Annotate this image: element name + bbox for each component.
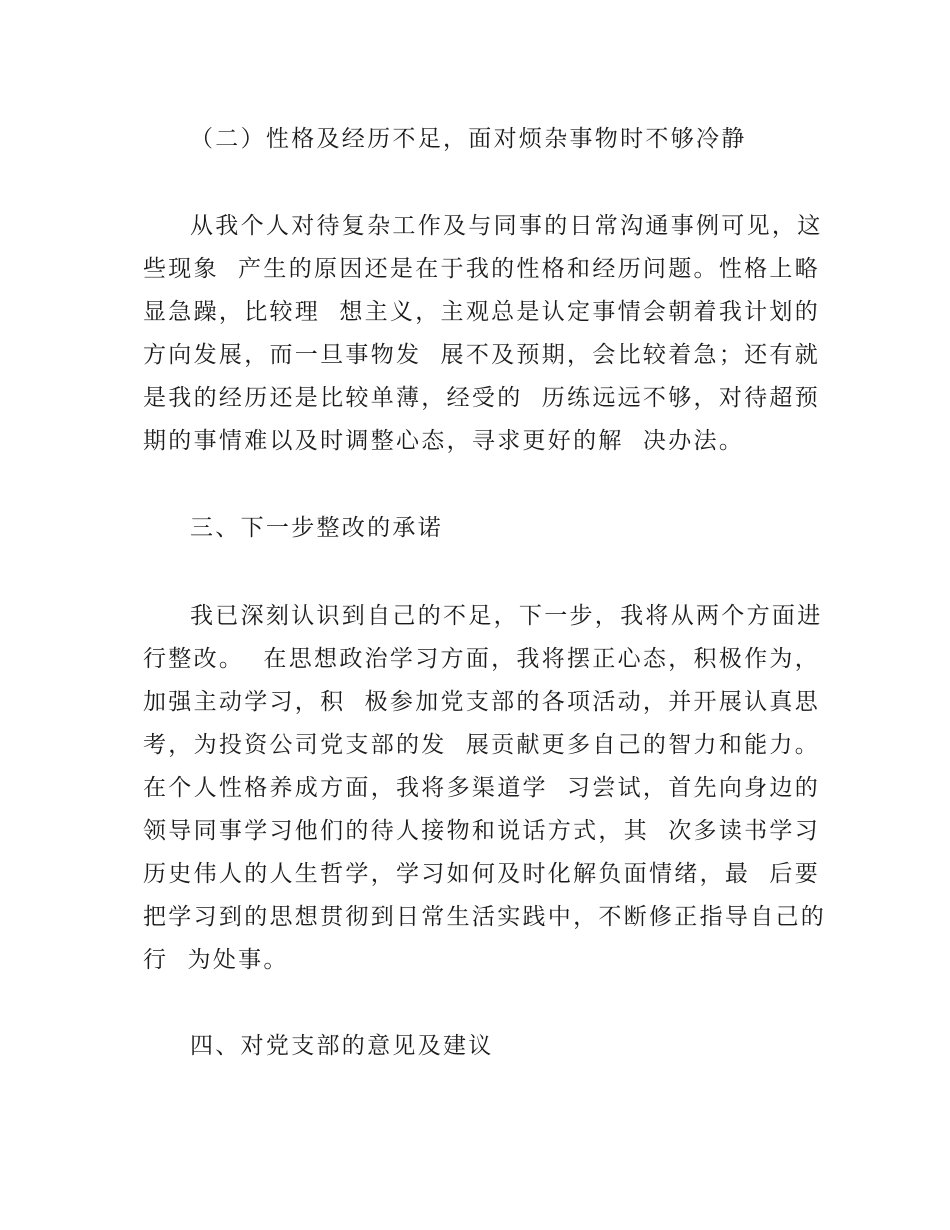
section-heading-2: （二）性格及经历不足，面对烦杂事物时不够冷静	[190, 126, 747, 152]
paragraph-2-line-8: 把学习到的思想贯彻到日常生活实践中，不断修正指导自己的	[143, 904, 827, 930]
section-heading-4: 四、对党支部的意见及建议	[190, 1033, 494, 1059]
paragraph-1-line-4: 方向发展，而一旦事物发 展不及预期，会比较着急；还有就	[143, 342, 821, 368]
paragraph-2-line-2: 行整改。 在思想政治学习方面，我将摆正心态，积极作为，	[143, 646, 821, 672]
paragraph-1-line-2: 些现象 产生的原因还是在于我的性格和经历问题。性格上略	[143, 256, 821, 282]
paragraph-2-line-7: 历史伟人的人生哲学，学习如何及时化解负面情绪，最 后要	[143, 861, 821, 887]
paragraph-2-line-1: 我已深刻认识到自己的不足，下一步，我将从两个方面进	[190, 603, 823, 629]
paragraph-1-line-5: 是我的经历还是比较单薄，经受的 历练远远不够，对待超预	[143, 385, 821, 411]
paragraph-1-line-1: 从我个人对待复杂工作及与同事的日常沟通事例可见，这	[190, 213, 823, 239]
paragraph-2-line-9: 行 为处事。	[143, 947, 289, 973]
paragraph-2-line-6: 领导同事学习他们的待人接物和说话方式，其 次多读书学习	[143, 818, 821, 844]
paragraph-1-line-6: 期的事情难以及时调整心态，寻求更好的解 决办法。	[143, 428, 745, 454]
paragraph-2-line-3: 加强主动学习，积 极参加党支部的各项活动，并开展认真思	[143, 689, 821, 715]
paragraph-2-line-4: 考，为投资公司党支部的发 展贡献更多自己的智力和能力。	[143, 732, 821, 758]
paragraph-2-line-5: 在个人性格养成方面，我将多渠道学 习尝试，首先向身边的	[143, 775, 821, 801]
paragraph-1-line-3: 显急躁，比较理 想主义，主观总是认定事情会朝着我计划的	[143, 299, 821, 325]
section-heading-3: 三、下一步整改的承诺	[190, 515, 443, 541]
